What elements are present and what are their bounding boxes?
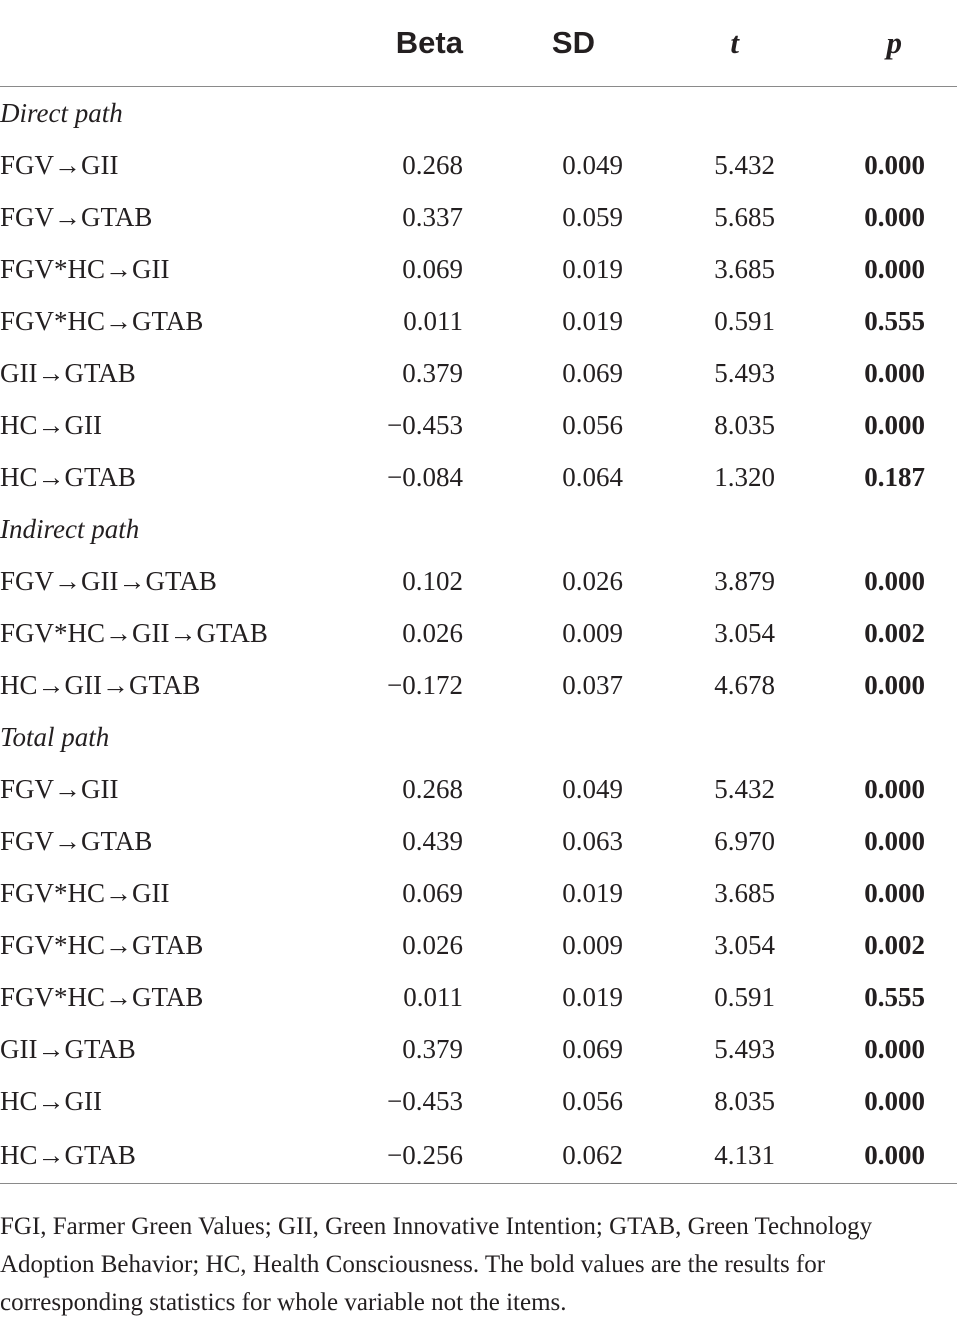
table-row	[0, 1075, 957, 1127]
path-cell: FGV*HC→GTAB	[0, 981, 204, 1012]
sd-cell: 0.019	[562, 981, 623, 1012]
beta-cell: 0.026	[402, 929, 463, 960]
path-cell: FGV→GTAB	[0, 201, 153, 232]
sd-cell: 0.059	[562, 201, 623, 232]
t-cell: 6.970	[714, 825, 775, 856]
p-cell: 0.000	[864, 825, 925, 856]
beta-cell: 0.337	[402, 201, 463, 232]
t-cell: 5.493	[714, 357, 775, 388]
table-row	[0, 1127, 957, 1184]
beta-cell: 0.379	[402, 1033, 463, 1064]
sd-cell: 0.049	[562, 773, 623, 804]
table-row	[0, 1023, 957, 1075]
header-beta: Beta	[310, 0, 473, 87]
p-cell: 0.002	[864, 617, 925, 648]
path-cell: FGV→GII	[0, 149, 119, 180]
table-row	[0, 191, 957, 243]
t-cell: 5.432	[714, 149, 775, 180]
section-title: Total path	[0, 721, 110, 752]
sd-cell: 0.019	[562, 305, 623, 336]
table-row	[0, 919, 957, 971]
p-cell: 0.187	[864, 461, 925, 492]
table-row	[0, 867, 957, 919]
p-cell: 0.555	[864, 981, 925, 1012]
path-cell: FGV*HC→GII	[0, 877, 170, 908]
p-cell: 0.000	[864, 1033, 925, 1064]
table-row	[0, 347, 957, 399]
header-row	[0, 0, 957, 87]
p-cell: 0.000	[864, 357, 925, 388]
path-cell: HC→GII→GTAB	[0, 669, 201, 700]
beta-cell: −0.084	[387, 461, 463, 492]
t-cell: 3.054	[714, 929, 775, 960]
table-row	[0, 763, 957, 815]
path-cell: FGV*HC→GII→GTAB	[0, 617, 268, 648]
sd-cell: 0.037	[562, 669, 623, 700]
path-cell: GII→GTAB	[0, 357, 136, 388]
header-t: t	[625, 0, 777, 87]
sd-cell: 0.063	[562, 825, 623, 856]
p-cell: 0.000	[864, 877, 925, 908]
table-row	[0, 295, 957, 347]
table-header	[0, 0, 957, 87]
beta-cell: 0.102	[402, 565, 463, 596]
header-path	[0, 0, 310, 87]
sd-cell: 0.026	[562, 565, 623, 596]
beta-cell: −0.256	[310, 1127, 473, 1184]
path-cell: HC→GTAB	[0, 1127, 310, 1184]
sd-cell: 0.069	[562, 1033, 623, 1064]
table-row	[0, 451, 957, 503]
t-cell: 5.432	[714, 773, 775, 804]
p-cell: 0.000	[864, 201, 925, 232]
sd-cell: 0.069	[562, 357, 623, 388]
path-cell: FGV→GII→GTAB	[0, 565, 217, 596]
p-cell: 0.000	[777, 1127, 957, 1184]
beta-cell: −0.453	[387, 1085, 463, 1116]
table-row	[0, 815, 957, 867]
beta-cell: 0.439	[402, 825, 463, 856]
p-cell: 0.000	[864, 409, 925, 440]
t-cell: 3.685	[714, 877, 775, 908]
table-row	[0, 971, 957, 1023]
beta-cell: 0.268	[402, 149, 463, 180]
sd-cell: 0.064	[562, 461, 623, 492]
beta-cell: 0.379	[402, 357, 463, 388]
beta-cell: 0.268	[402, 773, 463, 804]
section-row	[0, 711, 957, 763]
t-cell: 1.320	[714, 461, 775, 492]
t-cell: 0.591	[714, 981, 775, 1012]
header-p: p	[777, 0, 957, 87]
path-cell: FGV*HC→GII	[0, 253, 170, 284]
path-cell: HC→GTAB	[0, 461, 136, 492]
beta-cell: 0.011	[403, 305, 463, 336]
p-cell: 0.002	[864, 929, 925, 960]
beta-cell: 0.011	[403, 981, 463, 1012]
beta-cell: 0.069	[402, 877, 463, 908]
section-row	[0, 503, 957, 555]
t-cell: 5.685	[714, 201, 775, 232]
table-row	[0, 607, 957, 659]
table-row	[0, 399, 957, 451]
table-row	[0, 139, 957, 191]
t-cell: 4.131	[625, 1127, 777, 1184]
sd-cell: 0.056	[562, 409, 623, 440]
beta-cell: −0.453	[387, 409, 463, 440]
beta-cell: 0.069	[402, 253, 463, 284]
p-cell: 0.000	[864, 149, 925, 180]
t-cell: 8.035	[714, 1085, 775, 1116]
section-row	[0, 87, 957, 140]
sd-cell: 0.062	[473, 1127, 625, 1184]
sd-cell: 0.009	[562, 617, 623, 648]
path-cell: FGV*HC→GTAB	[0, 929, 204, 960]
path-cell: GII→GTAB	[0, 1033, 136, 1064]
path-cell: FGV*HC→GTAB	[0, 305, 204, 336]
t-cell: 4.678	[714, 669, 775, 700]
p-cell: 0.000	[864, 1085, 925, 1116]
p-cell: 0.000	[864, 253, 925, 284]
table-body	[0, 87, 957, 1184]
path-cell: HC→GII	[0, 409, 102, 440]
table-row	[0, 659, 957, 711]
beta-cell: −0.172	[387, 669, 463, 700]
path-cell: FGV→GII	[0, 773, 119, 804]
section-title: Direct path	[0, 97, 123, 128]
sd-cell: 0.019	[562, 877, 623, 908]
header-sd: SD	[473, 0, 625, 87]
t-cell: 3.054	[714, 617, 775, 648]
p-cell: 0.555	[864, 305, 925, 336]
p-cell: 0.000	[864, 773, 925, 804]
t-cell: 5.493	[714, 1033, 775, 1064]
t-cell: 3.685	[714, 253, 775, 284]
t-cell: 3.879	[714, 565, 775, 596]
path-cell: FGV→GTAB	[0, 825, 153, 856]
sd-cell: 0.056	[562, 1085, 623, 1116]
sd-cell: 0.009	[562, 929, 623, 960]
p-cell: 0.000	[864, 669, 925, 700]
table-row	[0, 243, 957, 295]
table-row	[0, 555, 957, 607]
sd-cell: 0.049	[562, 149, 623, 180]
section-title: Indirect path	[0, 513, 140, 544]
path-cell: HC→GII	[0, 1085, 102, 1116]
sd-cell: 0.019	[562, 253, 623, 284]
beta-cell: 0.026	[402, 617, 463, 648]
table-footnote: FGI, Farmer Green Values; GII, Green Innovative Intention; GTAB, Green Technology Adoption Behavior; HC, Health Consciousness. The bold values are the results for corresponding statistics for whole variable not the items.	[0, 1213, 873, 1316]
p-cell: 0.000	[864, 565, 925, 596]
t-cell: 0.591	[714, 305, 775, 336]
t-cell: 8.035	[714, 409, 775, 440]
